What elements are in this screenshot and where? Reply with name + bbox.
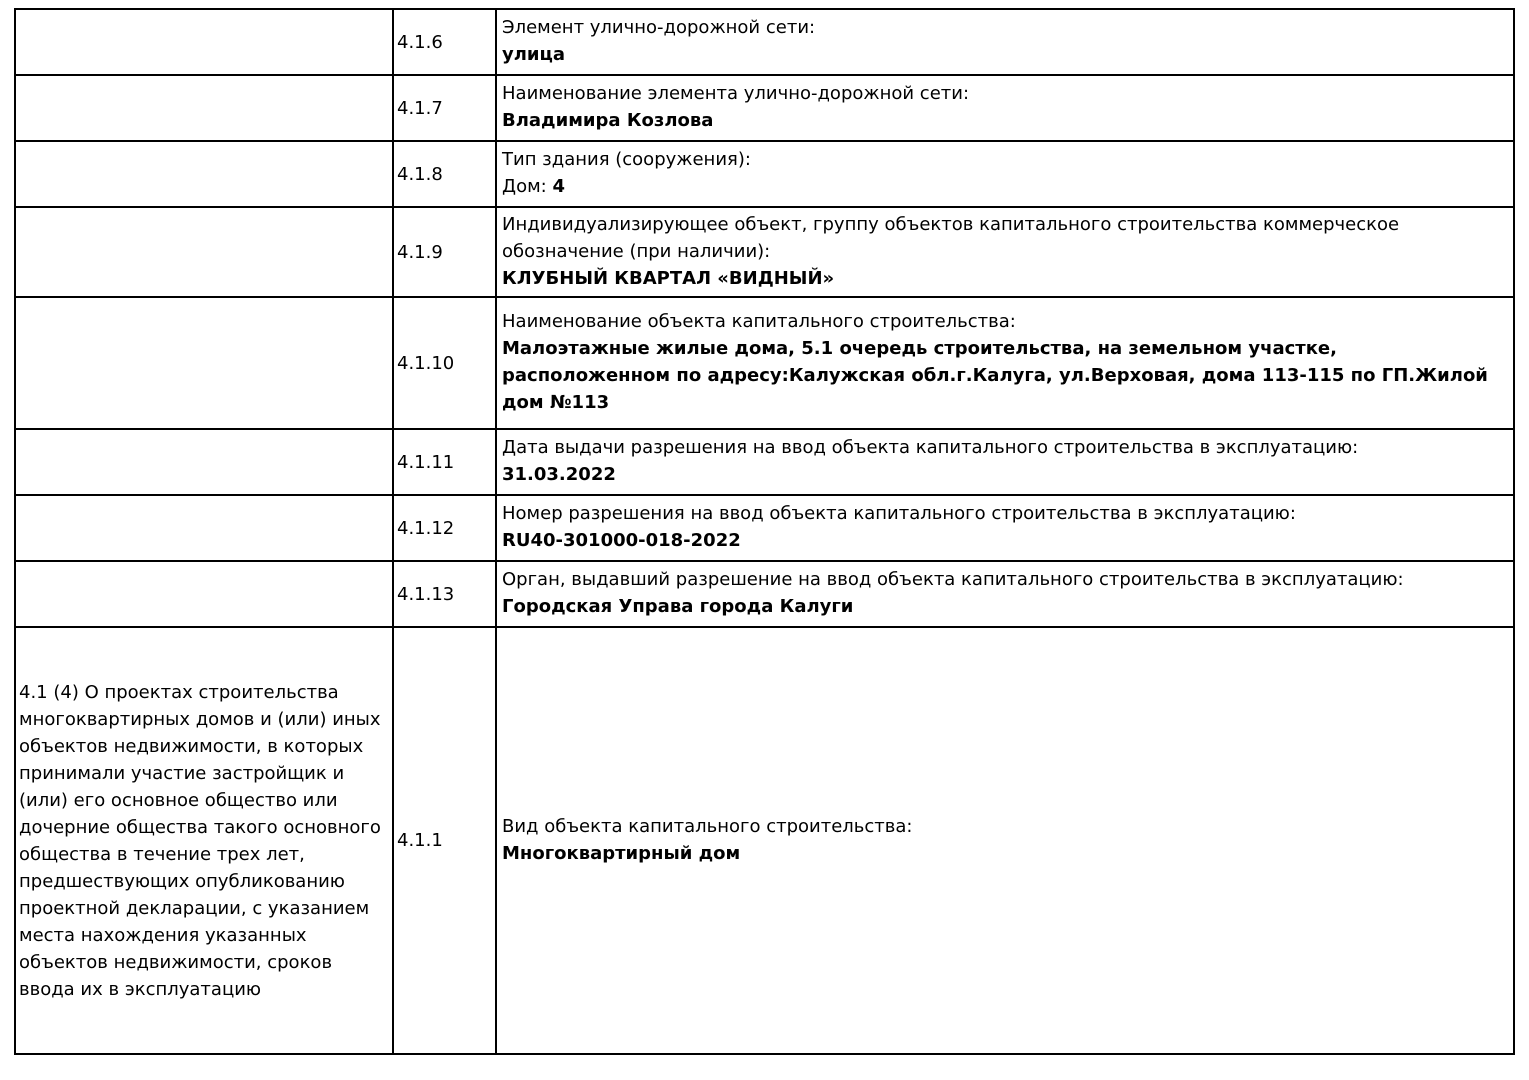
content-line <box>502 500 1505 527</box>
field-value: улица <box>502 44 566 65</box>
section-description-cell <box>15 207 393 297</box>
field-label: Индивидуализирующее объект, группу объектов капитального строительства коммерческое обозначение (при наличии): <box>502 213 1400 262</box>
section-description-cell <box>15 561 393 627</box>
item-content-cell <box>496 297 1514 429</box>
item-content-cell <box>496 75 1514 141</box>
field-value: Городская Управа города Калуги <box>502 596 854 617</box>
content-line <box>502 362 1505 416</box>
section-description-cell <box>15 75 393 141</box>
section-description-cell <box>15 9 393 75</box>
content-line <box>502 265 1505 292</box>
field-label: Орган, выдавший разрешение на ввод объекта капитального строительства в эксплуатацию: <box>502 569 1404 590</box>
item-content-cell <box>496 495 1514 561</box>
table-row <box>15 75 1514 141</box>
field-label: Тип здания (сооружения): <box>502 149 751 170</box>
content-line <box>502 308 1505 335</box>
field-label: Вид объекта капитального строительства: <box>502 815 913 837</box>
table-row <box>15 9 1514 75</box>
content-line <box>502 80 1505 107</box>
content-line <box>502 593 1505 620</box>
item-content-cell <box>496 627 1514 1054</box>
content-line <box>502 41 1505 68</box>
item-number-cell: 4.1.13 <box>393 561 496 627</box>
field-label: Элемент улично-дорожной сети: <box>502 17 816 38</box>
section-description-cell <box>15 495 393 561</box>
field-value: RU40-301000-018-2022 <box>502 530 741 551</box>
field-value: Владимира Козлова <box>502 110 714 131</box>
field-value: 4 <box>552 176 565 197</box>
field-label: Номер разрешения на ввод объекта капитального строительства в эксплуатацию: <box>502 503 1296 524</box>
content-line <box>502 527 1505 554</box>
item-number-cell: 4.1.8 <box>393 141 496 207</box>
content-line <box>502 14 1505 41</box>
item-content-cell <box>496 9 1514 75</box>
content-line <box>502 813 1505 840</box>
content-line <box>502 840 1505 867</box>
field-label: Наименование элемента улично-дорожной сети: <box>502 83 970 104</box>
field-label: Наименование объекта капитального строительства: <box>502 311 1016 332</box>
section-description-cell <box>15 141 393 207</box>
table-row <box>15 495 1514 561</box>
section-description-cell <box>15 429 393 495</box>
content-line <box>502 566 1505 593</box>
content-line <box>502 335 1505 362</box>
content-line <box>502 107 1505 134</box>
content-line <box>502 173 1505 200</box>
item-number-cell: 4.1.6 <box>393 9 496 75</box>
section-description-cell: 4.1 (4) О проектах строительства многоквартирных домов и (или) иных объектов недвижимости, в которых принимали участие застройщик и (или) его основное общество или дочерние общества такого основного общества в течение трех лет, предшествующих опубликованию проектной декларации, с указанием места нахождения указанных объектов недвижимости, сроков ввода их в эксплуатацию <box>15 627 393 1054</box>
table-body <box>15 9 1514 1054</box>
field-value: КЛУБНЫЙ КВАРТАЛ «ВИДНЫЙ» <box>502 267 835 289</box>
content-line <box>502 146 1505 173</box>
field-value: расположенном по адресу:Калужская обл.г.Калуга, ул.Верховая, дома 113-115 по ГП.Жилой дом №113 <box>502 365 1488 413</box>
item-number-cell: 4.1.1 <box>393 627 496 1054</box>
content-line <box>502 434 1505 461</box>
field-value: Многоквартирный дом <box>502 842 741 864</box>
item-number-cell: 4.1.10 <box>393 297 496 429</box>
section-description-cell <box>15 297 393 429</box>
item-content-cell <box>496 429 1514 495</box>
table-row <box>15 561 1514 627</box>
field-value: Малоэтажные жилые дома, 5.1 очередь строительства, на земельном участке, <box>502 338 1337 359</box>
table-row <box>15 141 1514 207</box>
content-line <box>502 211 1505 265</box>
table-row <box>15 627 1514 1054</box>
project-declaration-table <box>14 8 1515 1055</box>
item-number-cell: 4.1.11 <box>393 429 496 495</box>
item-content-cell <box>496 141 1514 207</box>
item-number-cell: 4.1.9 <box>393 207 496 297</box>
content-line <box>502 461 1505 488</box>
item-number-cell: 4.1.12 <box>393 495 496 561</box>
field-label: Дом: <box>502 176 553 197</box>
table-row <box>15 207 1514 297</box>
field-label: Дата выдачи разрешения на ввод объекта капитального строительства в эксплуатацию: <box>502 437 1359 458</box>
table-row <box>15 297 1514 429</box>
table-row <box>15 429 1514 495</box>
item-content-cell <box>496 207 1514 297</box>
item-content-cell <box>496 561 1514 627</box>
item-number-cell: 4.1.7 <box>393 75 496 141</box>
field-value: 31.03.2022 <box>502 464 616 485</box>
